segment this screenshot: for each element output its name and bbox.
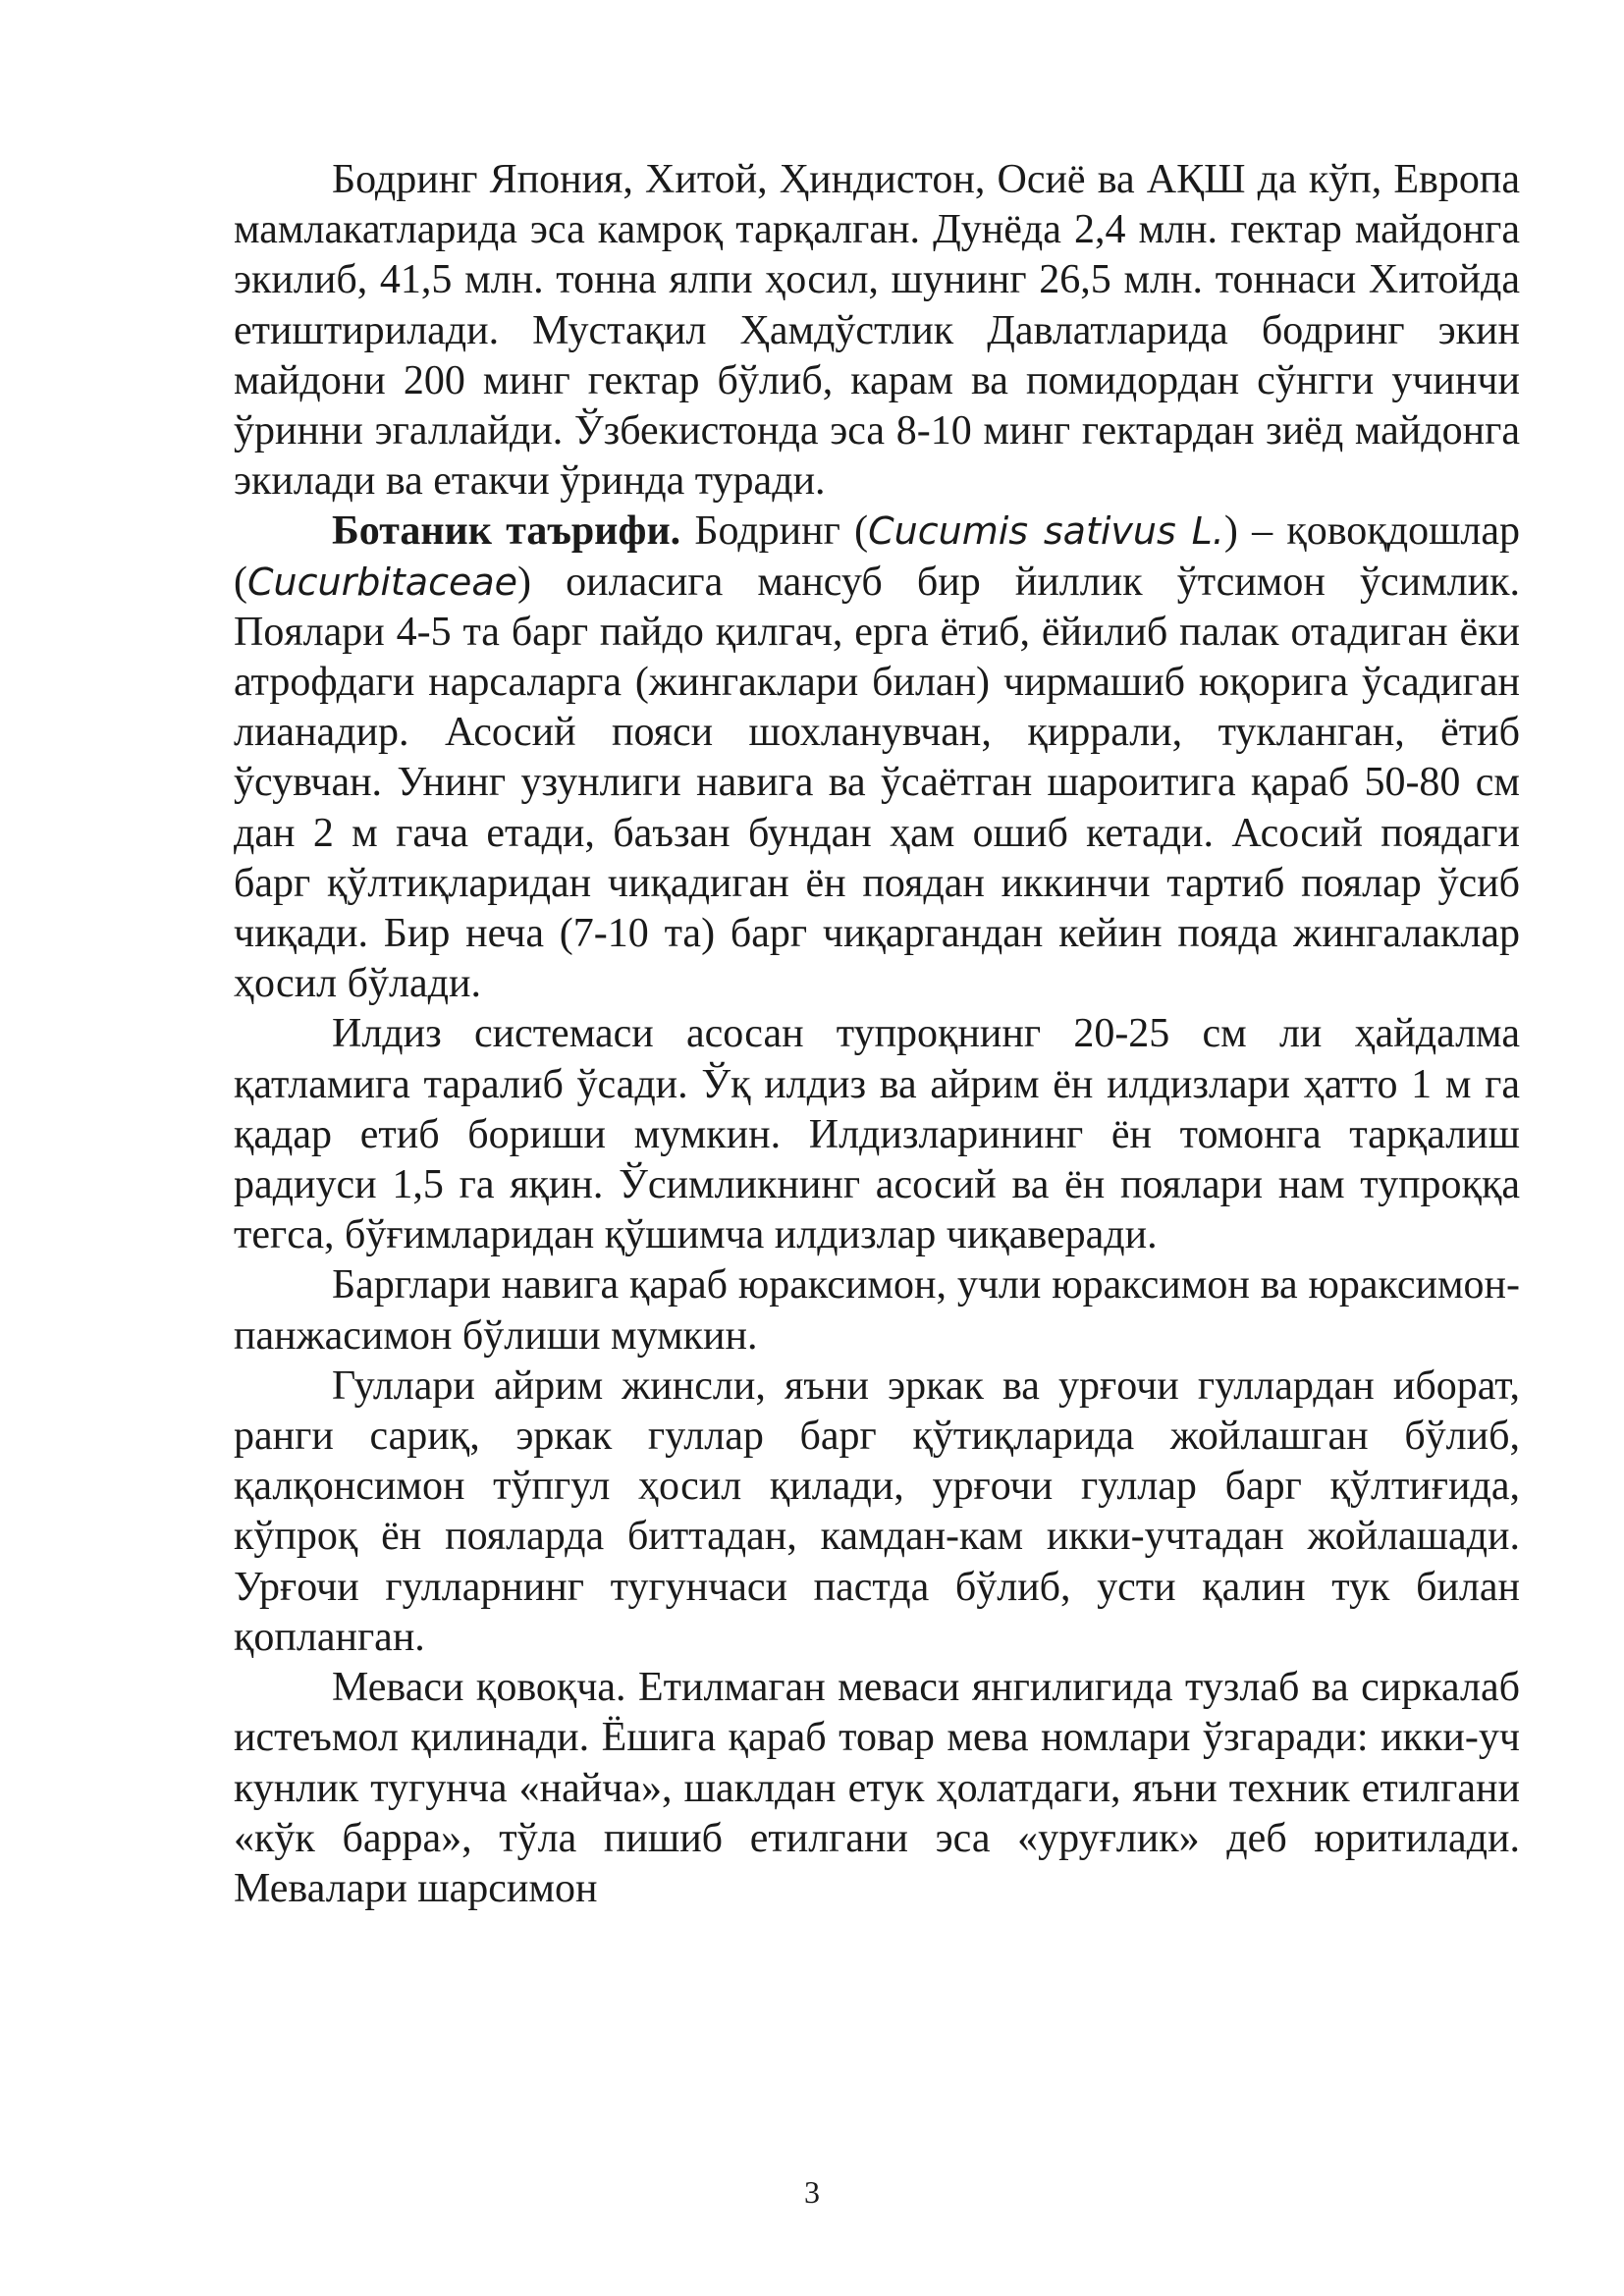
paragraph-distribution: Бодринг Япония, Хитой, Ҳиндистон, Осиё ва АҚШ да кўп, Европа мамлакатларида эса камроқ тарқалган. Дунёда 2,4 млн. гектар майдонга экилиб, 41,5 млн. тонна ялпи ҳосил, шунинг 26,5 млн. тоннаси Хитойда етиштирилади. Мустақил Ҳамдўстлик Давлатларида бодринг экин майдони 200 минг гектар бўлиб, карам ва помидордан сўнгги учинчи ўринни эгаллайди. Ўзбекистонда эса 8-10 минг гектардан зиёд майдонга экилади ва етакчи ўринда туради. bbox=[234, 157, 1520, 505]
latin-species-name: Cucumis sativus L. bbox=[868, 509, 1224, 554]
text-run: Бодринг ( bbox=[680, 508, 869, 555]
latin-family-name: Cucurbitaceae bbox=[247, 560, 518, 604]
paragraph-leaves: Барглари навига қараб юраксимон, учли юраксимон ва юраксимон-панжасимон бўлиши мумкин. bbox=[234, 1262, 1520, 1359]
paragraph-fruit: Меваси қовоқча. Етилмаган меваси янгилигида тузлаб ва сиркалаб истеъмол қилинади. Ёшига қараб товар мева номлари ўзгаради: икки-уч кунлик тугунча «найча», шаклдан етук ҳолатдаги, яъни техник етилгани «кўк барра», тўла пишиб етилгани эса «уруғлик» деб юритилади. Мевалари шарсимон bbox=[234, 1665, 1520, 1911]
paragraph-flowers: Гуллари айрим жинсли, яъни эркак ва урғочи гуллардан иборат, ранги сариқ, эркак гуллар барг қўтиқларида жойлашган бўлиб, қалқонсимон тўпгул ҳосил қилади, урғочи гуллар барг қўлтиғида, кўпроқ ён пояларда биттадан, камдан-кам икки-учтадан жойлашади. Урғочи гулларнинг тугунчаси пастда бўлиб, усти қалин тук билан қопланган. bbox=[234, 1362, 1520, 1660]
paragraph-root-system: Илдиз системаси асосан тупроқнинг 20-25 см ли ҳайдалма қатламига таралиб ўсади. Ўқ илдиз ва айрим ён илдизлари ҳатто 1 м га қадар етиб бориши мумкин. Илдизларининг ён томонга тарқалиш радиуси 1,5 га яқин. Ўсимликнинг асосий ва ён поялари нам тупроққа тегса, бўғимларидан қўшимча илдизлар чиқаверади. bbox=[234, 1011, 1520, 1258]
page-number: 3 bbox=[804, 2174, 820, 2210]
text-run: ) оиласига мансуб бир йиллик ўтсимон ўсимлик. Пoялари 4-5 та барг пайдо қилгач, ерга ётиб, ёйилиб палак отадиган ёки атрофдаги нарсаларга (жингаклари билан) чирмашиб юқорига ўсадиган лианадир. Асосий пояси шохланувчан, қиррали, тукланган, ётиб ўсувчан. Унинг узунлиги навига ва ўсаётган шароитига қараб 50-80 см дан 2 м гача етади, баъзан бундан ҳам ошиб кетади. Асосий поядаги барг қўлтиқларидан чиқадиган ён поядан иккинчи тартиб поялар ўсиб чиқади. Бир неча (7-10 та) барг чиқаргандан кейин пояда жингалаклар ҳосил бўлади. bbox=[234, 559, 1520, 1007]
section-heading-botanical-description: Ботаник таърифи. bbox=[332, 508, 681, 555]
paragraph-botanical-description bbox=[234, 507, 1520, 1009]
text-run: ) – қовоқдошлар ( bbox=[234, 508, 1521, 605]
document-body bbox=[234, 155, 1520, 1914]
